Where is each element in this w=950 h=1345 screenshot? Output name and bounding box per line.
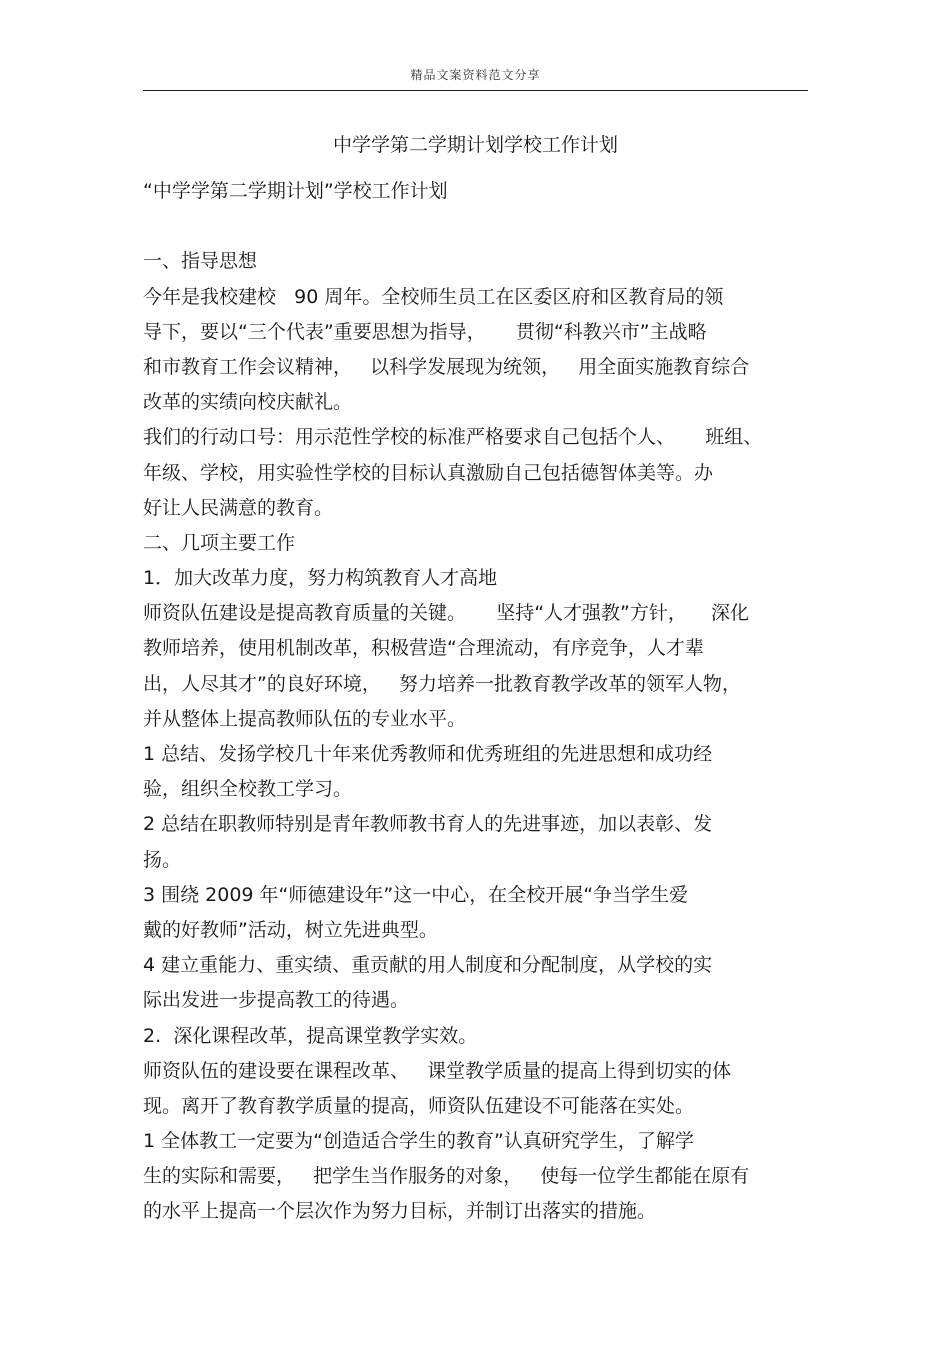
text-line: 1．加大改革力度，努力构筑教育人才高地 [143, 567, 498, 590]
text-line: 2 总结在职教师特别是青年教师教书育人的先进事迹，加以表彰、发 [143, 813, 713, 836]
text-line: 现。离开了教育教学质量的提高，师资队伍建设不可能落在实处。 [143, 1094, 695, 1117]
document-title: 中学学第二学期计划学校工作计划 [332, 134, 618, 156]
text-line: 好让人民满意的教育。 [143, 496, 334, 519]
text-line: 和市教育工作会议精神， 以科学发展现为统领， 用全面实施教育综合 [143, 355, 750, 378]
text-line: 扬。 [143, 848, 182, 871]
text-line: 际出发进一步提高教工的待遇。 [143, 989, 410, 1012]
text-line: 年级、学校，用实验性学校的目标认真激励自己包括德智体美等。办 [143, 461, 714, 484]
header-divider [143, 90, 808, 91]
text-line: 今年是我校建校 90 周年。全校师生员工在区委区府和区教育局的领 [143, 285, 724, 308]
blank-line [143, 209, 815, 244]
text-line: 导下，要以“三个代表”重要思想为指导， 贯彻“科教兴市”主战略 [143, 320, 707, 343]
text-line: 改革的实绩向校庆献礼。 [143, 391, 353, 414]
text-line: 验，组织全校教工学习。 [143, 778, 353, 801]
text-line: 1 总结、发扬学校几十年来优秀教师和优秀班组的先进思想和成功经 [143, 743, 713, 765]
text-line: 生的实际和需要， 把学生当作服务的对象， 使每一位学生都能在原有 [143, 1165, 750, 1188]
text-line: 出，人尽其才”的良好环境， 努力培养一批教育教学改革的领军人物， [143, 672, 741, 695]
text-line: 2. 深化课程改革，提高课堂教学实效。 [143, 1024, 478, 1047]
text-line: “中学学第二学期计划”学校工作计划 [143, 180, 448, 202]
text-line: 3 围绕 2009 年“师德建设年”这一中心，在全校开展“争当学生爱 [143, 883, 689, 906]
text-line: 的水平上提高一个层次作为努力目标，并制订出落实的措施。 [143, 1200, 657, 1223]
text-line: 并从整体上提高教师队伍的专业水平。 [143, 707, 467, 730]
text-line: 1 全体教工一定要为“创造适合学生的教育”认真研究学生，了解学 [143, 1130, 694, 1153]
running-header: 精品文案资料范文分享 [410, 68, 541, 82]
text-line: 我们的行动口号：用示范性学校的标准严格要求自己包括个人、 班组、 [143, 426, 763, 449]
text-line: 一、指导思想 [143, 250, 258, 273]
text-line: 师资队伍的建设要在课程改革、 课堂教学质量的提高上得到切实的体 [143, 1059, 732, 1082]
text-line: 二、几项主要工作 [143, 531, 296, 554]
text-line: 戴的好教师”活动，树立先进典型。 [143, 918, 438, 941]
text-line: 师资队伍建设是提高教育质量的关键。 坚持“人才强教”方针， 深化 [143, 602, 750, 625]
document-body [143, 174, 815, 1230]
text-line: 4 建立重能力、重实绩、重贡献的用人制度和分配制度，从学校的实 [143, 954, 713, 977]
text-line: 教师培养，使用机制改革，积极营造“合理流动，有序竞争，人才辈 [143, 637, 704, 660]
